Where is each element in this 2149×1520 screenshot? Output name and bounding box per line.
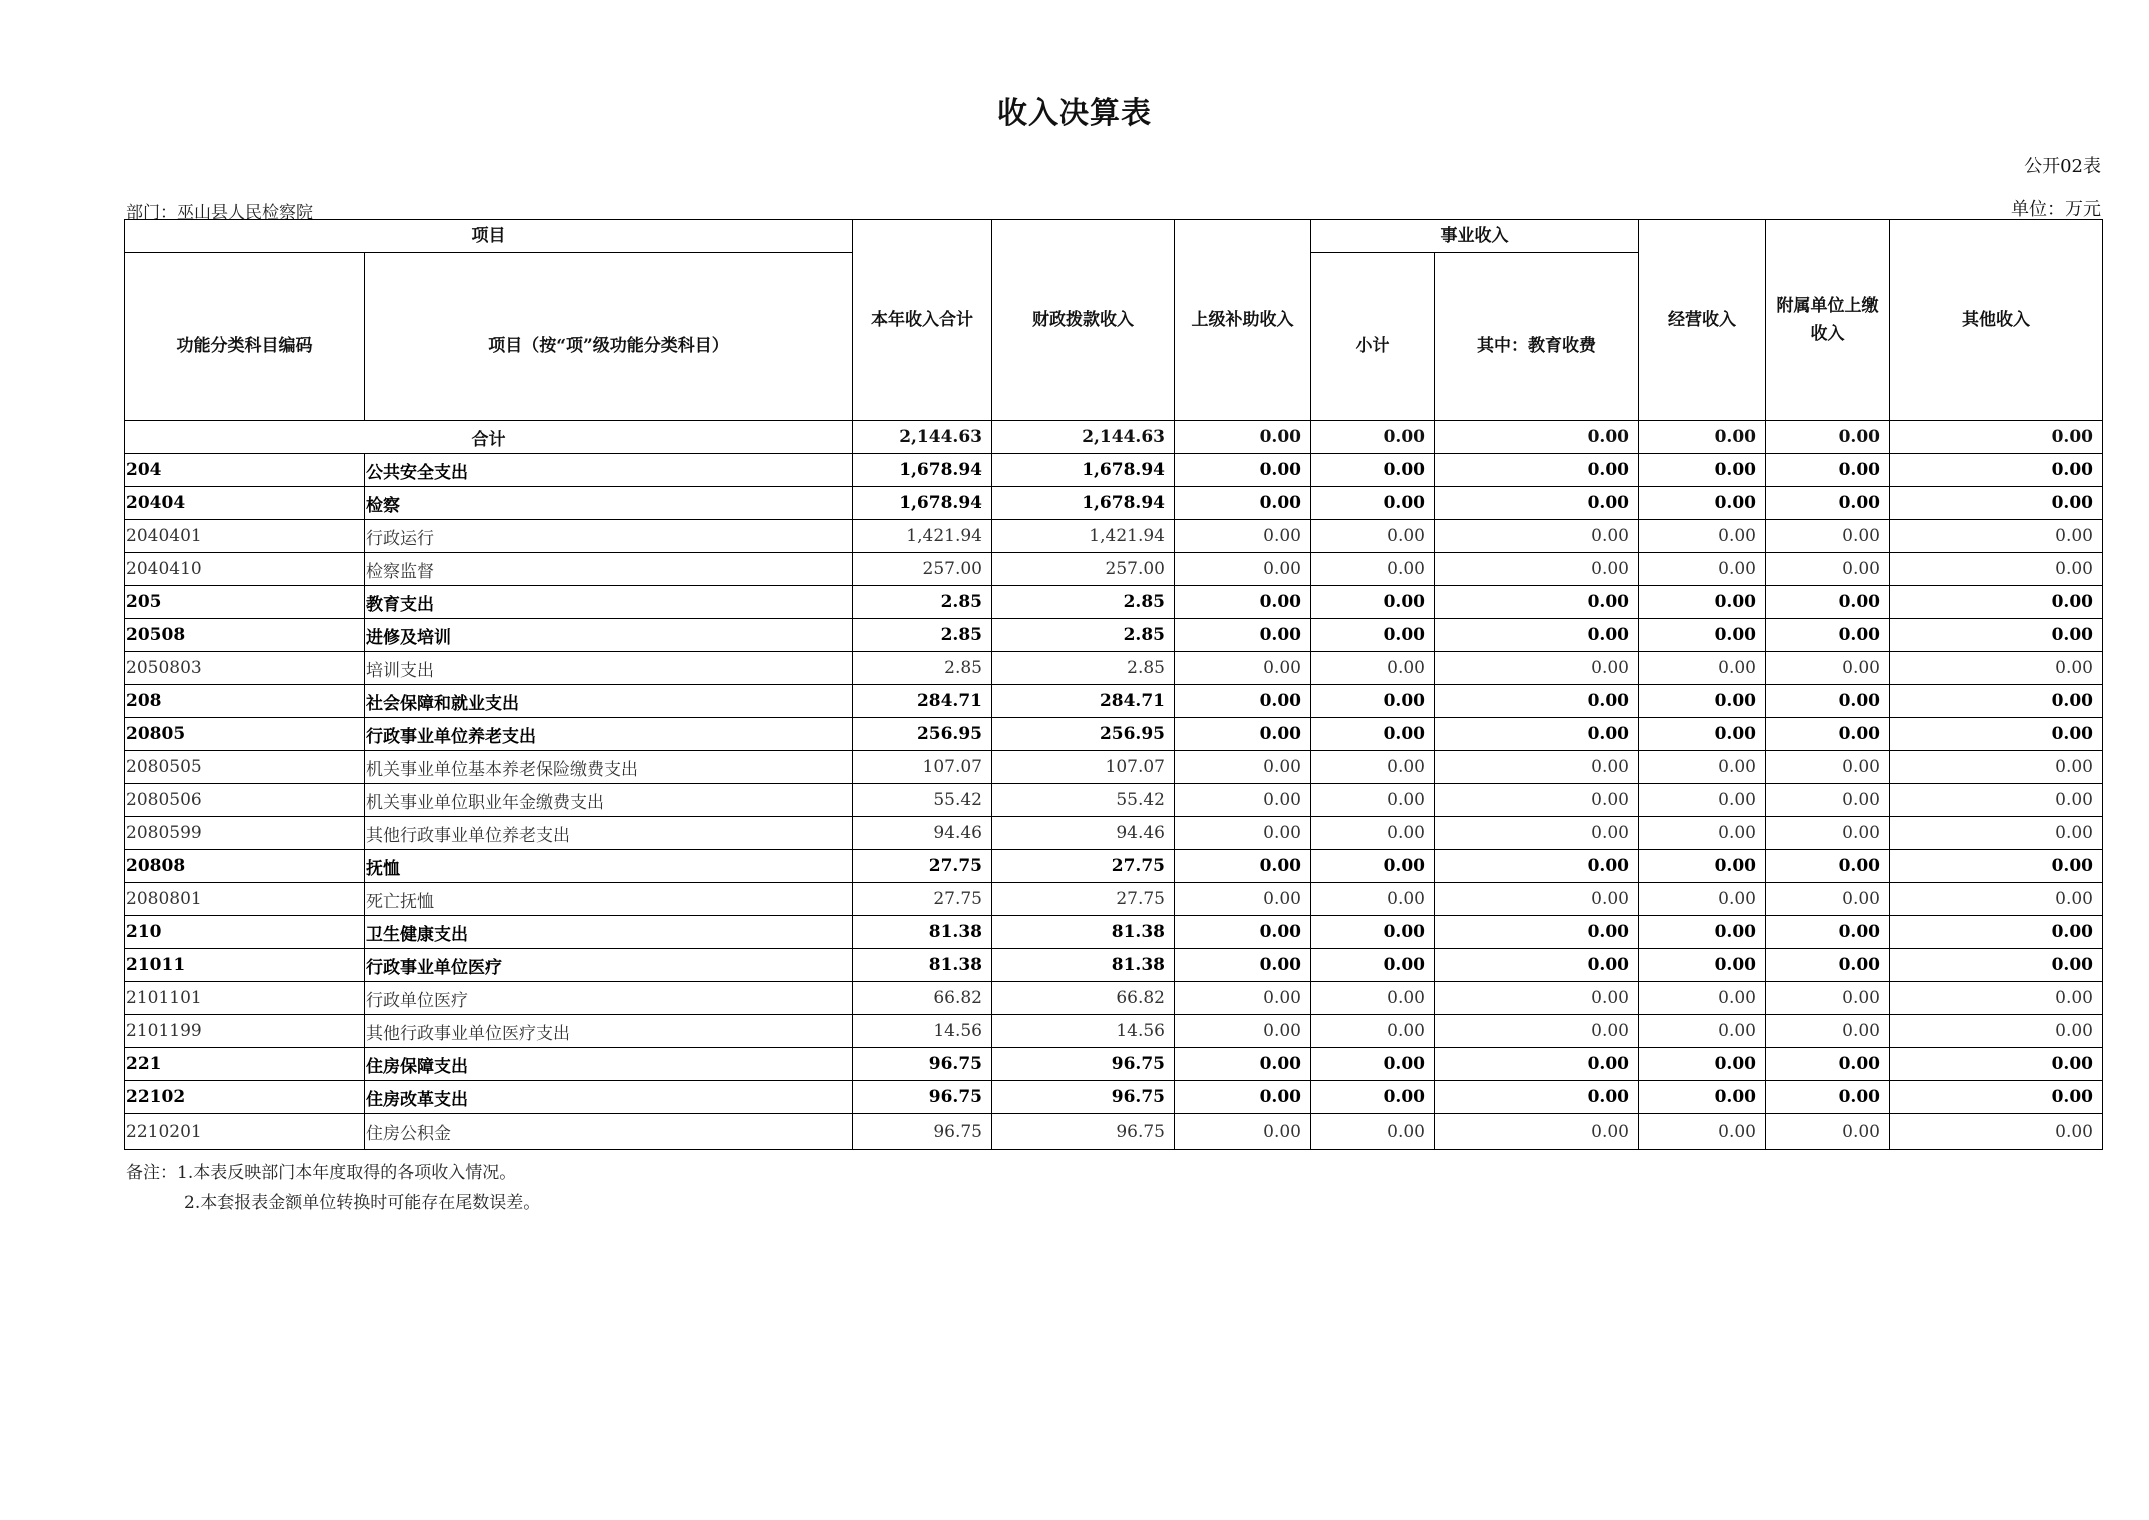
row-code: 20805 (125, 718, 365, 751)
row-value: 96.75 (853, 1114, 992, 1150)
row-value: 0.00 (1435, 751, 1639, 784)
row-value: 0.00 (1175, 751, 1311, 784)
row-value: 0.00 (1175, 454, 1311, 487)
table-row (125, 982, 2103, 1015)
row-value: 0.00 (1766, 850, 1890, 883)
table-row (125, 949, 2103, 982)
row-value: 0.00 (1639, 982, 1766, 1015)
row-value: 27.75 (992, 850, 1175, 883)
row-value: 0.00 (1311, 586, 1435, 619)
row-value: 55.42 (992, 784, 1175, 817)
row-value: 1,678.94 (992, 487, 1175, 520)
notes (126, 1158, 540, 1218)
row-value: 14.56 (992, 1015, 1175, 1048)
row-code: 2040410 (125, 553, 365, 586)
row-value: 0.00 (1890, 1081, 2103, 1114)
row-code: 204 (125, 454, 365, 487)
row-value: 284.71 (992, 685, 1175, 718)
header-edu: 其中：教育收费 (1435, 253, 1639, 421)
row-value: 0.00 (1311, 718, 1435, 751)
row-value: 2.85 (992, 652, 1175, 685)
header-affiliated: 附属单位上缴收入 (1766, 220, 1890, 421)
row-value: 0.00 (1890, 1015, 2103, 1048)
row-value: 0.00 (1311, 949, 1435, 982)
row-value: 0.00 (1435, 652, 1639, 685)
row-value: 0.00 (1890, 784, 2103, 817)
total-value: 0.00 (1890, 421, 2103, 454)
row-value: 107.07 (992, 751, 1175, 784)
row-value: 0.00 (1639, 586, 1766, 619)
row-value: 0.00 (1311, 619, 1435, 652)
total-value: 0.00 (1639, 421, 1766, 454)
row-value: 0.00 (1175, 1048, 1311, 1081)
row-code: 205 (125, 586, 365, 619)
table-row (125, 1048, 2103, 1081)
row-name: 检察 (365, 487, 853, 520)
row-value: 107.07 (853, 751, 992, 784)
total-value: 2,144.63 (853, 421, 992, 454)
note-line: 备注：1.本表反映部门本年度取得的各项收入情况。 (126, 1163, 517, 1183)
row-value: 0.00 (1311, 1048, 1435, 1081)
header-subtotal: 小计 (1311, 253, 1435, 421)
row-value: 27.75 (992, 883, 1175, 916)
row-value: 0.00 (1175, 553, 1311, 586)
row-value: 0.00 (1175, 520, 1311, 553)
row-value: 1,678.94 (992, 454, 1175, 487)
row-value: 81.38 (853, 949, 992, 982)
row-value: 0.00 (1435, 1081, 1639, 1114)
row-value: 0.00 (1435, 1015, 1639, 1048)
table-row (125, 652, 2103, 685)
row-value: 0.00 (1311, 1081, 1435, 1114)
table-row (125, 1114, 2103, 1150)
row-value: 257.00 (853, 553, 992, 586)
row-value: 96.75 (992, 1081, 1175, 1114)
row-value: 0.00 (1890, 883, 2103, 916)
row-value: 0.00 (1639, 883, 1766, 916)
row-value: 0.00 (1890, 619, 2103, 652)
row-value: 0.00 (1435, 850, 1639, 883)
row-value: 0.00 (1766, 586, 1890, 619)
row-value: 0.00 (1766, 454, 1890, 487)
row-name: 住房保障支出 (365, 1048, 853, 1081)
row-value: 0.00 (1311, 784, 1435, 817)
total-value: 0.00 (1311, 421, 1435, 454)
row-code: 2050803 (125, 652, 365, 685)
row-value: 0.00 (1175, 1114, 1311, 1150)
row-value: 0.00 (1890, 685, 2103, 718)
header-name: 项目（按“项”级功能分类科目） (365, 253, 853, 421)
row-value: 0.00 (1311, 652, 1435, 685)
row-value: 0.00 (1766, 1114, 1890, 1150)
row-value: 0.00 (1435, 916, 1639, 949)
row-name: 卫生健康支出 (365, 916, 853, 949)
row-name: 行政运行 (365, 520, 853, 553)
header-business-group: 事业收入 (1311, 220, 1639, 253)
row-value: 0.00 (1435, 487, 1639, 520)
row-value: 0.00 (1175, 784, 1311, 817)
page-title: 收入决算表 (997, 96, 1152, 131)
row-value: 0.00 (1890, 454, 2103, 487)
row-code: 20508 (125, 619, 365, 652)
row-value: 0.00 (1766, 1048, 1890, 1081)
row-value: 0.00 (1890, 586, 2103, 619)
row-value: 0.00 (1766, 883, 1890, 916)
row-value: 0.00 (1435, 817, 1639, 850)
table-row (125, 619, 2103, 652)
row-name: 培训支出 (365, 652, 853, 685)
row-value: 0.00 (1435, 586, 1639, 619)
total-label: 合计 (125, 421, 853, 454)
row-name: 抚恤 (365, 850, 853, 883)
row-value: 256.95 (853, 718, 992, 751)
row-value: 0.00 (1639, 487, 1766, 520)
row-code: 21011 (125, 949, 365, 982)
row-code: 210 (125, 916, 365, 949)
row-value: 0.00 (1766, 718, 1890, 751)
row-value: 0.00 (1311, 1114, 1435, 1150)
row-value: 0.00 (1639, 817, 1766, 850)
row-name: 行政单位医疗 (365, 982, 853, 1015)
row-value: 0.00 (1890, 1048, 2103, 1081)
row-value: 27.75 (853, 883, 992, 916)
row-name: 行政事业单位养老支出 (365, 718, 853, 751)
row-value: 0.00 (1890, 553, 2103, 586)
row-name: 死亡抚恤 (365, 883, 853, 916)
row-value: 0.00 (1766, 1081, 1890, 1114)
row-value: 0.00 (1175, 949, 1311, 982)
row-value: 1,421.94 (853, 520, 992, 553)
row-code: 2080801 (125, 883, 365, 916)
row-value: 0.00 (1639, 1081, 1766, 1114)
row-value: 81.38 (992, 916, 1175, 949)
header-total: 本年收入合计 (853, 220, 992, 421)
form-number: 公开02表 (2024, 156, 2101, 177)
row-value: 0.00 (1311, 1015, 1435, 1048)
department-label: 部门：巫山县人民检察院 (126, 203, 313, 223)
row-value: 2.85 (853, 652, 992, 685)
row-value: 0.00 (1639, 916, 1766, 949)
row-value: 0.00 (1175, 982, 1311, 1015)
row-value: 0.00 (1766, 982, 1890, 1015)
row-value: 0.00 (1311, 685, 1435, 718)
row-value: 0.00 (1435, 883, 1639, 916)
row-value: 0.00 (1435, 1048, 1639, 1081)
row-value: 0.00 (1890, 850, 2103, 883)
row-value: 0.00 (1435, 553, 1639, 586)
row-value: 0.00 (1639, 1048, 1766, 1081)
row-value: 0.00 (1766, 1015, 1890, 1048)
header-project-group: 项目 (125, 220, 853, 253)
row-value: 0.00 (1766, 817, 1890, 850)
row-value: 0.00 (1311, 520, 1435, 553)
row-value: 0.00 (1639, 454, 1766, 487)
total-row (125, 421, 2103, 454)
row-value: 0.00 (1311, 982, 1435, 1015)
row-value: 0.00 (1766, 652, 1890, 685)
row-value: 0.00 (1639, 718, 1766, 751)
row-value: 0.00 (1311, 916, 1435, 949)
row-value: 0.00 (1766, 916, 1890, 949)
row-value: 0.00 (1766, 619, 1890, 652)
row-value: 0.00 (1311, 817, 1435, 850)
row-value: 0.00 (1435, 454, 1639, 487)
header-operating: 经营收入 (1639, 220, 1766, 421)
table-row (125, 916, 2103, 949)
row-name: 公共安全支出 (365, 454, 853, 487)
table-row (125, 850, 2103, 883)
row-code: 2080506 (125, 784, 365, 817)
row-value: 0.00 (1766, 949, 1890, 982)
row-value: 0.00 (1639, 520, 1766, 553)
header-superior: 上级补助收入 (1175, 220, 1311, 421)
row-value: 0.00 (1766, 685, 1890, 718)
row-value: 0.00 (1435, 718, 1639, 751)
row-value: 256.95 (992, 718, 1175, 751)
row-value: 0.00 (1311, 454, 1435, 487)
row-value: 0.00 (1639, 1114, 1766, 1150)
row-name: 社会保障和就业支出 (365, 685, 853, 718)
row-value: 96.75 (853, 1048, 992, 1081)
table-row (125, 883, 2103, 916)
total-value: 0.00 (1766, 421, 1890, 454)
row-value: 81.38 (992, 949, 1175, 982)
row-value: 66.82 (853, 982, 992, 1015)
table-row (125, 1015, 2103, 1048)
row-name: 进修及培训 (365, 619, 853, 652)
row-value: 0.00 (1890, 949, 2103, 982)
row-value: 0.00 (1890, 718, 2103, 751)
note-line: 2.本套报表金额单位转换时可能存在尾数误差。 (184, 1193, 541, 1213)
row-value: 0.00 (1639, 685, 1766, 718)
row-value: 0.00 (1311, 883, 1435, 916)
row-value: 0.00 (1175, 883, 1311, 916)
row-value: 0.00 (1175, 652, 1311, 685)
row-value: 0.00 (1435, 982, 1639, 1015)
total-value: 2,144.63 (992, 421, 1175, 454)
row-value: 0.00 (1311, 850, 1435, 883)
row-value: 2.85 (853, 586, 992, 619)
row-value: 1,678.94 (853, 454, 992, 487)
row-value: 94.46 (992, 817, 1175, 850)
row-value: 0.00 (1766, 487, 1890, 520)
unit-label: 单位：万元 (2011, 199, 2101, 220)
row-value: 96.75 (992, 1048, 1175, 1081)
row-value: 0.00 (1639, 850, 1766, 883)
row-value: 0.00 (1435, 784, 1639, 817)
header-other: 其他收入 (1890, 220, 2103, 421)
table-body (125, 421, 2103, 1150)
row-value: 2.85 (992, 619, 1175, 652)
table-row (125, 487, 2103, 520)
row-value: 96.75 (992, 1114, 1175, 1150)
row-value: 0.00 (1311, 553, 1435, 586)
row-value: 284.71 (853, 685, 992, 718)
row-value: 0.00 (1435, 949, 1639, 982)
table-row (125, 784, 2103, 817)
row-value: 2.85 (853, 619, 992, 652)
table-row (125, 553, 2103, 586)
row-value: 0.00 (1435, 1114, 1639, 1150)
income-table (124, 219, 2103, 1150)
row-value: 0.00 (1890, 520, 2103, 553)
table-row (125, 1081, 2103, 1114)
row-value: 0.00 (1435, 520, 1639, 553)
row-value: 0.00 (1175, 487, 1311, 520)
row-value: 0.00 (1890, 982, 2103, 1015)
row-value: 0.00 (1175, 685, 1311, 718)
row-code: 22102 (125, 1081, 365, 1114)
row-value: 0.00 (1639, 751, 1766, 784)
row-value: 55.42 (853, 784, 992, 817)
row-value: 0.00 (1175, 619, 1311, 652)
row-code: 221 (125, 1048, 365, 1081)
row-value: 0.00 (1175, 718, 1311, 751)
row-value: 66.82 (992, 982, 1175, 1015)
row-value: 0.00 (1766, 553, 1890, 586)
row-value: 0.00 (1890, 652, 2103, 685)
table-row (125, 817, 2103, 850)
row-value: 0.00 (1639, 553, 1766, 586)
row-value: 0.00 (1766, 784, 1890, 817)
row-code: 2101199 (125, 1015, 365, 1048)
header-fiscal: 财政拨款收入 (992, 220, 1175, 421)
row-value: 1,421.94 (992, 520, 1175, 553)
table-row (125, 685, 2103, 718)
row-name: 检察监督 (365, 553, 853, 586)
row-name: 机关事业单位基本养老保险缴费支出 (365, 751, 853, 784)
row-value: 0.00 (1639, 784, 1766, 817)
total-value: 0.00 (1435, 421, 1639, 454)
row-code: 208 (125, 685, 365, 718)
row-code: 2040401 (125, 520, 365, 553)
row-value: 0.00 (1175, 1081, 1311, 1114)
row-value: 0.00 (1175, 916, 1311, 949)
row-code: 20404 (125, 487, 365, 520)
row-name: 住房公积金 (365, 1114, 853, 1150)
row-value: 0.00 (1639, 949, 1766, 982)
row-value: 0.00 (1639, 619, 1766, 652)
row-code: 2080599 (125, 817, 365, 850)
row-name: 其他行政事业单位养老支出 (365, 817, 853, 850)
row-value: 14.56 (853, 1015, 992, 1048)
row-value: 0.00 (1639, 1015, 1766, 1048)
row-value: 0.00 (1311, 487, 1435, 520)
table-row (125, 718, 2103, 751)
row-value: 0.00 (1890, 487, 2103, 520)
row-name: 行政事业单位医疗 (365, 949, 853, 982)
row-code: 20808 (125, 850, 365, 883)
row-value: 0.00 (1639, 652, 1766, 685)
row-value: 0.00 (1766, 751, 1890, 784)
row-value: 0.00 (1175, 586, 1311, 619)
row-value: 0.00 (1890, 1114, 2103, 1150)
row-value: 0.00 (1175, 850, 1311, 883)
row-name: 其他行政事业单位医疗支出 (365, 1015, 853, 1048)
row-name: 住房改革支出 (365, 1081, 853, 1114)
row-value: 81.38 (853, 916, 992, 949)
row-value: 0.00 (1435, 619, 1639, 652)
row-value: 1,678.94 (853, 487, 992, 520)
row-value: 96.75 (853, 1081, 992, 1114)
row-code: 2210201 (125, 1114, 365, 1150)
row-value: 0.00 (1175, 817, 1311, 850)
row-value: 257.00 (992, 553, 1175, 586)
row-value: 0.00 (1890, 751, 2103, 784)
table-row (125, 751, 2103, 784)
row-code: 2101101 (125, 982, 365, 1015)
row-value: 27.75 (853, 850, 992, 883)
table-row (125, 520, 2103, 553)
row-name: 机关事业单位职业年金缴费支出 (365, 784, 853, 817)
table-row (125, 454, 2103, 487)
row-name: 教育支出 (365, 586, 853, 619)
row-value: 0.00 (1766, 520, 1890, 553)
row-value: 0.00 (1175, 1015, 1311, 1048)
row-value: 0.00 (1890, 817, 2103, 850)
row-value: 2.85 (992, 586, 1175, 619)
row-value: 94.46 (853, 817, 992, 850)
total-value: 0.00 (1175, 421, 1311, 454)
table-row (125, 586, 2103, 619)
header-code: 功能分类科目编码 (125, 253, 365, 421)
row-code: 2080505 (125, 751, 365, 784)
row-value: 0.00 (1311, 751, 1435, 784)
row-value: 0.00 (1435, 685, 1639, 718)
row-value: 0.00 (1890, 916, 2103, 949)
